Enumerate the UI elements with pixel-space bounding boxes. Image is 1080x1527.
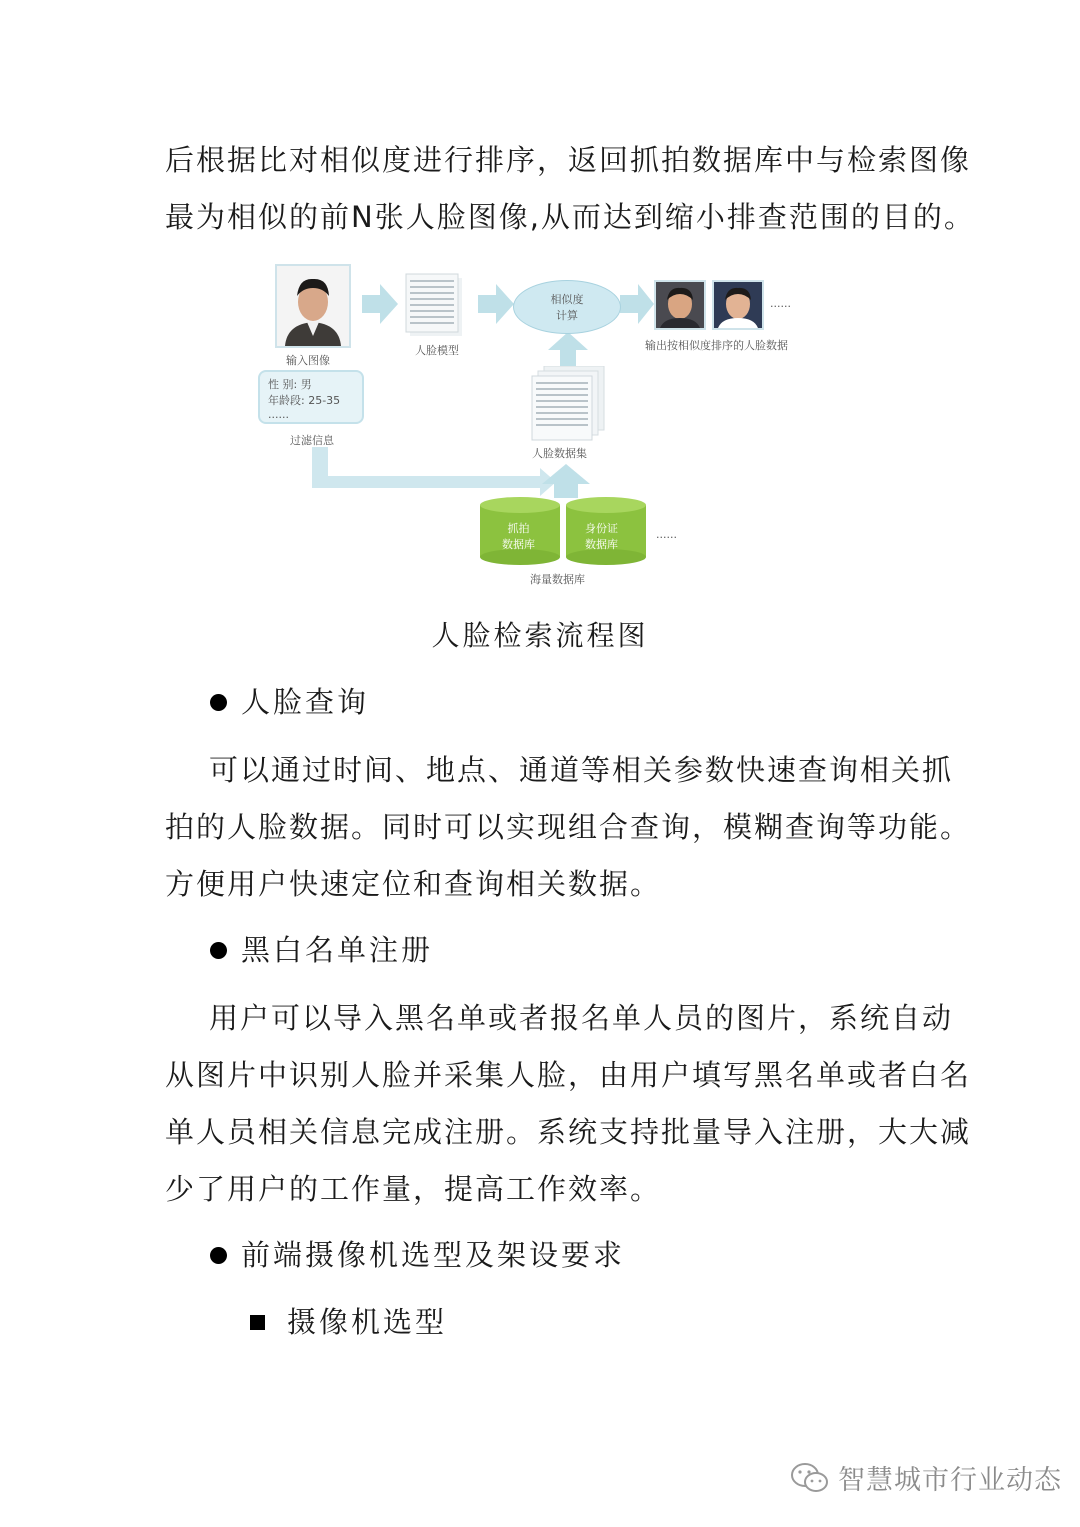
- para2-line1: 用户可以导入黑名单或者报名单人员的图片，系统自动: [209, 1001, 954, 1035]
- similarity-label-2: 计算: [556, 309, 578, 322]
- intro-line-1: 后根据比对相似度进行排序，返回抓拍数据库中与检索图像: [165, 143, 972, 177]
- output-face-2: [712, 280, 764, 330]
- watermark: [790, 1458, 1062, 1497]
- output-label: 输出按相似度排序的人脸数据: [645, 339, 788, 352]
- db-id-line1: 身份证: [585, 522, 618, 535]
- db-id: [585, 520, 618, 552]
- bullet-dot: [210, 1247, 227, 1264]
- bullet-dot: [210, 694, 227, 711]
- face-model-icon: [404, 272, 466, 340]
- filter-gender: 性 别: 男: [268, 378, 312, 391]
- section-heading-camera: [210, 1235, 625, 1275]
- mass-db-label: 海量数据库: [530, 573, 585, 586]
- figure-caption: 人脸检索流程图: [431, 619, 649, 652]
- heading-text: 黑白名单注册: [241, 933, 434, 967]
- filter-age: 年龄段: 25-35: [268, 394, 341, 407]
- face-model-label: 人脸模型: [415, 344, 459, 357]
- filter-info-box: [258, 370, 364, 424]
- face-dataset-icon: [530, 366, 608, 442]
- para1-line3: 方便用户快速定位和查询相关数据。: [165, 867, 662, 901]
- para1-line1: 可以通过时间、地点、通道等相关参数快速查询相关抓: [209, 753, 954, 787]
- subheading-camera-selection: [250, 1302, 447, 1342]
- output-face-1: [654, 280, 706, 330]
- para2-line2: 从图片中识别人脸并采集人脸，由用户填写黑名单或者白名: [165, 1058, 972, 1092]
- filter-more: ......: [268, 408, 289, 421]
- input-image-label: 输入图像: [286, 354, 330, 367]
- section-heading-blacklist: [210, 930, 433, 970]
- subheading-text: 摄像机选型: [287, 1305, 448, 1339]
- para1-line2: 拍的人脸数据。同时可以实现组合查询，模糊查询等功能。: [165, 810, 972, 844]
- para2-line3: 单人员相关信息完成注册。系统支持批量导入注册，大大减: [165, 1115, 972, 1149]
- db-capture: [502, 520, 535, 552]
- heading-text: 前端摄像机选型及架设要求: [241, 1238, 626, 1272]
- para2-line4: 少了用户的工作量，提高工作效率。: [165, 1172, 662, 1206]
- section-heading-face-query: [210, 682, 369, 722]
- similarity-calc-node: [513, 280, 621, 334]
- db-more: ......: [656, 528, 677, 541]
- db-id-line2: 数据库: [585, 538, 618, 551]
- output-ellipsis: ......: [770, 297, 791, 310]
- similarity-label-1: 相似度: [550, 293, 584, 306]
- bullet-dot: [210, 942, 227, 959]
- wechat-icon: [790, 1461, 830, 1495]
- filter-label: 过滤信息: [290, 434, 334, 447]
- bullet-square: [250, 1315, 265, 1330]
- heading-text: 人脸查询: [241, 685, 370, 719]
- db-capture-line1: 抓拍: [507, 522, 530, 535]
- intro-line-2: 最为相似的前N张人脸图像,从而达到缩小排查范围的目的。: [165, 200, 975, 234]
- db-capture-line2: 数据库: [502, 538, 535, 551]
- watermark-text: 智慧城市行业动态: [838, 1465, 1062, 1496]
- face-retrieval-flowchart: [250, 262, 788, 592]
- face-dataset-label: 人脸数据集: [532, 447, 587, 460]
